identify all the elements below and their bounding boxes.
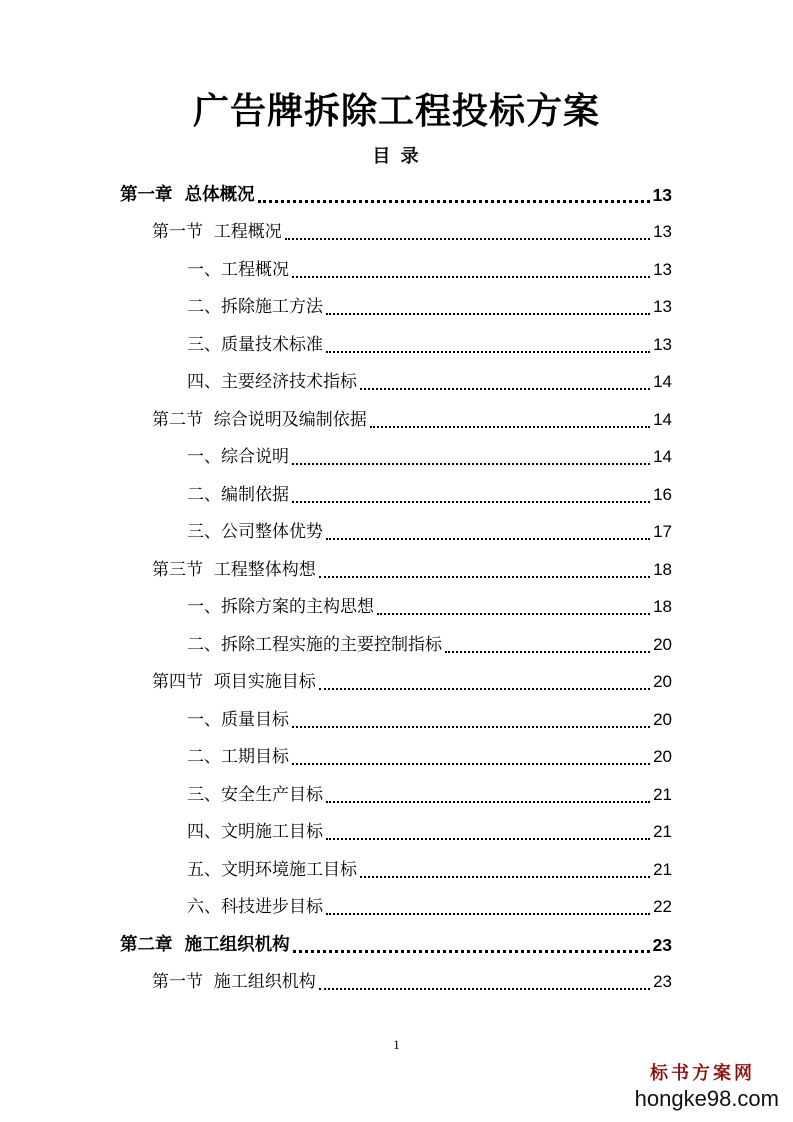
toc-entry-label: 四、主要经济技术指标: [187, 372, 357, 393]
toc-entry-page: 20: [653, 747, 672, 767]
watermark-url: hongke98.com: [634, 1086, 779, 1111]
toc-dot-leader: [319, 558, 650, 578]
toc-dot-leader: [370, 408, 650, 428]
toc-entry-page: 13: [653, 222, 672, 242]
toc-entry[interactable]: [120, 176, 672, 214]
toc-entry-label: 第二章 施工组织机构: [120, 934, 290, 955]
toc-entry[interactable]: [187, 289, 672, 327]
toc-entry-label: 三、安全生产目标: [187, 784, 323, 805]
toc-dot-leader: [445, 633, 650, 653]
toc-entry[interactable]: [152, 551, 672, 589]
toc-dot-leader: [292, 483, 650, 503]
toc-dot-leader: [319, 970, 650, 990]
toc-entry-label: 六、科技进步目标: [187, 897, 323, 918]
toc-dot-leader: [326, 820, 650, 840]
toc-entry-label: 二、编制依据: [187, 484, 289, 505]
toc-dot-leader: [285, 220, 650, 240]
toc-dot-leader: [326, 333, 650, 353]
toc-entry-label: 二、拆除工程实施的主要控制指标: [187, 634, 442, 655]
toc-entry-label: 一、拆除方案的主构思想: [187, 597, 374, 618]
toc-entry-page: 20: [653, 709, 672, 729]
toc-entry[interactable]: [152, 964, 672, 1002]
toc-entry-page: 13: [652, 184, 672, 205]
toc-entry-label: 三、质量技术标准: [187, 334, 323, 355]
toc-entry[interactable]: [187, 326, 672, 364]
toc-dot-leader: [360, 858, 650, 878]
toc-entry-page: 13: [653, 297, 672, 317]
toc-entry-page: 13: [653, 334, 672, 354]
toc-dot-leader: [292, 745, 650, 765]
page-number: 1: [393, 1037, 400, 1052]
toc-entry-page: 14: [653, 372, 672, 392]
toc-entry[interactable]: [152, 664, 672, 702]
toc-entry-page: 14: [653, 447, 672, 467]
toc-entry-label: 第一章 总体概况: [120, 184, 255, 205]
toc-entry-page: 17: [653, 522, 672, 542]
document-title: 广告牌拆除工程投标方案: [192, 91, 600, 132]
watermark-site-name: 标书方案网: [650, 1063, 755, 1084]
toc-dot-leader: [258, 182, 650, 203]
toc-entry-label: 四、文明施工目标: [187, 822, 323, 843]
toc-dot-leader: [292, 708, 650, 728]
toc-entry[interactable]: [187, 626, 672, 664]
toc-entry[interactable]: [187, 251, 672, 289]
toc-entry-page: 14: [653, 409, 672, 429]
toc-entry-page: 16: [653, 484, 672, 504]
toc-dot-leader: [319, 670, 650, 690]
toc-entry[interactable]: [187, 889, 672, 927]
toc-entry-page: 21: [653, 859, 672, 879]
toc-entry[interactable]: [187, 439, 672, 477]
toc-entry[interactable]: [187, 364, 672, 402]
toc-entry[interactable]: [187, 589, 672, 627]
toc-dot-leader: [326, 520, 650, 540]
toc-dot-leader: [326, 895, 650, 915]
toc-entry-label: 第二节 综合说明及编制依据: [152, 409, 367, 430]
toc-entry[interactable]: [152, 214, 672, 252]
toc-entry-page: 21: [653, 784, 672, 804]
toc-dot-leader: [326, 295, 650, 315]
toc-entry-page: 20: [653, 672, 672, 692]
toc-entry-page: 18: [653, 559, 672, 579]
toc-heading: 目 录: [372, 146, 421, 167]
toc-entry[interactable]: [187, 814, 672, 852]
toc-entry[interactable]: [187, 851, 672, 889]
toc-entry-page: 20: [653, 634, 672, 654]
toc-entry-label: 二、拆除施工方法: [187, 297, 323, 318]
toc-entry[interactable]: [187, 739, 672, 777]
toc-entry-label: 三、公司整体优势: [187, 522, 323, 543]
toc-entry-page: 22: [653, 897, 672, 917]
watermark-logo: [629, 1062, 779, 1112]
toc-entry-page: 21: [653, 822, 672, 842]
toc-entry-page: 13: [653, 259, 672, 279]
toc-entry-page: 18: [653, 597, 672, 617]
toc-entry[interactable]: [187, 776, 672, 814]
toc-dot-leader: [293, 932, 650, 953]
toc-entry-page: 23: [652, 934, 672, 955]
toc-entry[interactable]: [187, 476, 672, 514]
toc-entry-label: 一、质量目标: [187, 709, 289, 730]
toc-dot-leader: [292, 445, 650, 465]
toc-entry-label: 一、工程概况: [187, 259, 289, 280]
toc-entry-label: 二、工期目标: [187, 747, 289, 768]
toc-entry[interactable]: [187, 701, 672, 739]
toc-entry[interactable]: [187, 514, 672, 552]
toc-entry-label: 第四节 项目实施目标: [152, 672, 316, 693]
toc-entry-label: 一、综合说明: [187, 447, 289, 468]
toc-entry-label: 第一节 工程概况: [152, 222, 282, 243]
toc-entry[interactable]: [152, 401, 672, 439]
toc-entry[interactable]: [120, 926, 672, 964]
toc-entry-label: 第三节 工程整体构想: [152, 559, 316, 580]
toc-entry-label: 五、文明环境施工目标: [187, 859, 357, 880]
toc-dot-leader: [292, 258, 650, 278]
toc-dot-leader: [326, 783, 650, 803]
toc-entry-label: 第一节 施工组织机构: [152, 972, 316, 993]
toc-entry-page: 23: [653, 972, 672, 992]
toc-dot-leader: [360, 370, 650, 390]
toc-dot-leader: [377, 595, 650, 615]
